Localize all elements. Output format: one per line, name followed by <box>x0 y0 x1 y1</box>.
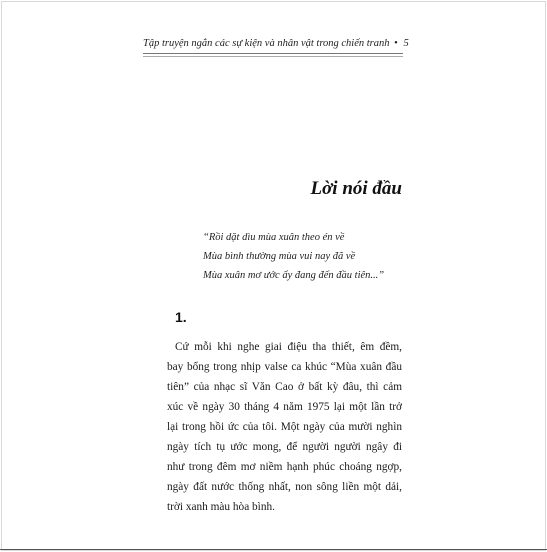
epigraph-poem <box>203 228 384 285</box>
section-number: 1. <box>175 309 187 325</box>
body-paragraph <box>167 337 402 517</box>
paragraph-line: ngày tích tụ ước mong, để người người ngây đi <box>167 441 402 453</box>
poem-line: Mùa bình thường mùa vui nay đã về <box>203 251 356 262</box>
header-bullet: • <box>394 38 398 49</box>
paragraph-line: lại trong hồi ức của tôi. Một ngày của mười nghìn <box>167 421 402 433</box>
poem-line: Mùa xuân mơ ước ấy đang đến đầu tiên...” <box>203 270 385 281</box>
paragraph-line: trời xanh màu hòa bình. <box>167 501 275 513</box>
paragraph-line: xúc về ngày 30 tháng 4 năm 1975 lại một lần trở <box>167 401 402 413</box>
paragraph-line: như trong đêm mơ niềm hạnh phúc choáng ngợp, <box>167 461 402 473</box>
chapter-title: Lời nói đầu <box>310 178 402 199</box>
header-rule-secondary <box>143 56 403 57</box>
paragraph-line: ngày đất nước thống nhất, non sông liền một dải, <box>167 481 402 493</box>
paragraph-line: bay bổng trong nhịp valse ca khúc “Mùa xuân đầu <box>167 361 402 373</box>
bottom-edge-rule <box>0 549 547 550</box>
header-rule <box>143 53 403 54</box>
poem-line: “Rồi dặt dìu mùa xuân theo én về <box>203 232 345 243</box>
running-title: Tập truyện ngắn các sự kiện và nhân vật trong chiến tranh <box>143 38 390 49</box>
page-number: 5 <box>403 38 409 49</box>
running-header <box>143 38 409 49</box>
paragraph-line: Cứ mỗi khi nghe giai điệu tha thiết, êm đềm, <box>175 341 402 353</box>
paragraph-line: tiên” của nhạc sĩ Văn Cao ở bất kỳ đâu, thì cảm <box>167 381 402 393</box>
